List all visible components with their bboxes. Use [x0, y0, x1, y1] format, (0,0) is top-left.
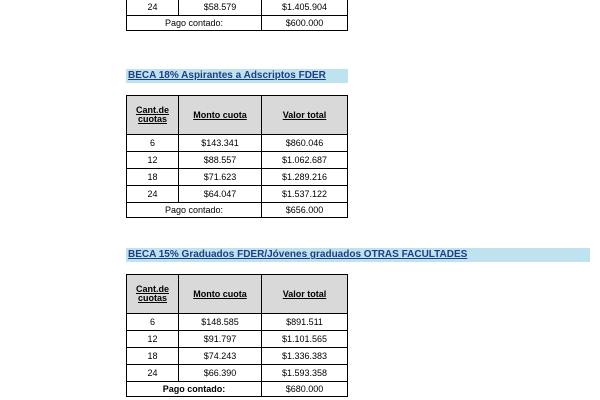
- cell-monto: $88.557: [179, 152, 262, 169]
- cash-row: [127, 16, 348, 31]
- cash-row: [127, 203, 348, 218]
- table-row: [127, 135, 348, 152]
- header-monto: Monto cuota: [179, 275, 262, 314]
- header-total: Valor total: [262, 275, 348, 314]
- table-row: [127, 152, 348, 169]
- header-total: Valor total: [262, 96, 348, 135]
- cell-monto: $58.579: [179, 0, 262, 16]
- cell-total: $1.336.383: [262, 348, 348, 365]
- cell-cuotas: 6: [127, 314, 179, 331]
- table-beca-15: [126, 274, 348, 397]
- cell-monto: $74.243: [179, 348, 262, 365]
- cell-cuotas: 24: [127, 186, 179, 203]
- cell-cuotas: 18: [127, 348, 179, 365]
- cell-total: $1.289.216: [262, 169, 348, 186]
- header-monto: Monto cuota: [179, 96, 262, 135]
- table-row: [127, 169, 348, 186]
- section-title-beca-18: BECA 18% Aspirantes a Adscriptos FDER: [126, 69, 348, 83]
- cell-monto: $71.623: [179, 169, 262, 186]
- cell-total: $1.537.122: [262, 186, 348, 203]
- table-row: [127, 186, 348, 203]
- cash-label: Pago contado:: [127, 382, 262, 397]
- table-row: [127, 314, 348, 331]
- table-row: [127, 348, 348, 365]
- cell-cuotas: 12: [127, 331, 179, 348]
- header-cuotas: Cant.de cuotas: [127, 275, 179, 314]
- table-row: [127, 331, 348, 348]
- cash-label: Pago contado:: [127, 16, 262, 31]
- table-header-row: [127, 275, 348, 314]
- cell-total: $860.046: [262, 135, 348, 152]
- cash-label: Pago contado:: [127, 203, 262, 218]
- cell-monto: $64.047: [179, 186, 262, 203]
- cell-monto: $148.585: [179, 314, 262, 331]
- table-row: [127, 365, 348, 382]
- cell-total: $1.593.358: [262, 365, 348, 382]
- cash-value: $600.000: [262, 16, 348, 31]
- header-cuotas: Cant.de cuotas: [127, 96, 179, 135]
- section-title-beca-15: BECA 15% Graduados FDER/Jóvenes graduados OTRAS FACULTADES: [126, 248, 590, 262]
- cell-total: $1.101.565: [262, 331, 348, 348]
- cell-total: $891.511: [262, 314, 348, 331]
- cell-total: $1.405.904: [262, 0, 348, 16]
- cell-total: $1.062.687: [262, 152, 348, 169]
- cell-cuotas: 6: [127, 135, 179, 152]
- cell-cuotas: 18: [127, 169, 179, 186]
- cash-row: [127, 382, 348, 397]
- cash-value: $656.000: [262, 203, 348, 218]
- cell-monto: $143.341: [179, 135, 262, 152]
- table-previous-plan: [126, 0, 348, 31]
- table-beca-18: [126, 95, 348, 218]
- table-header-row: [127, 96, 348, 135]
- table-row: [127, 0, 348, 16]
- cell-monto: $91.797: [179, 331, 262, 348]
- cell-cuotas: 24: [127, 0, 179, 16]
- cash-value: $680.000: [262, 382, 348, 397]
- cell-cuotas: 24: [127, 365, 179, 382]
- cell-monto: $66.390: [179, 365, 262, 382]
- cell-cuotas: 12: [127, 152, 179, 169]
